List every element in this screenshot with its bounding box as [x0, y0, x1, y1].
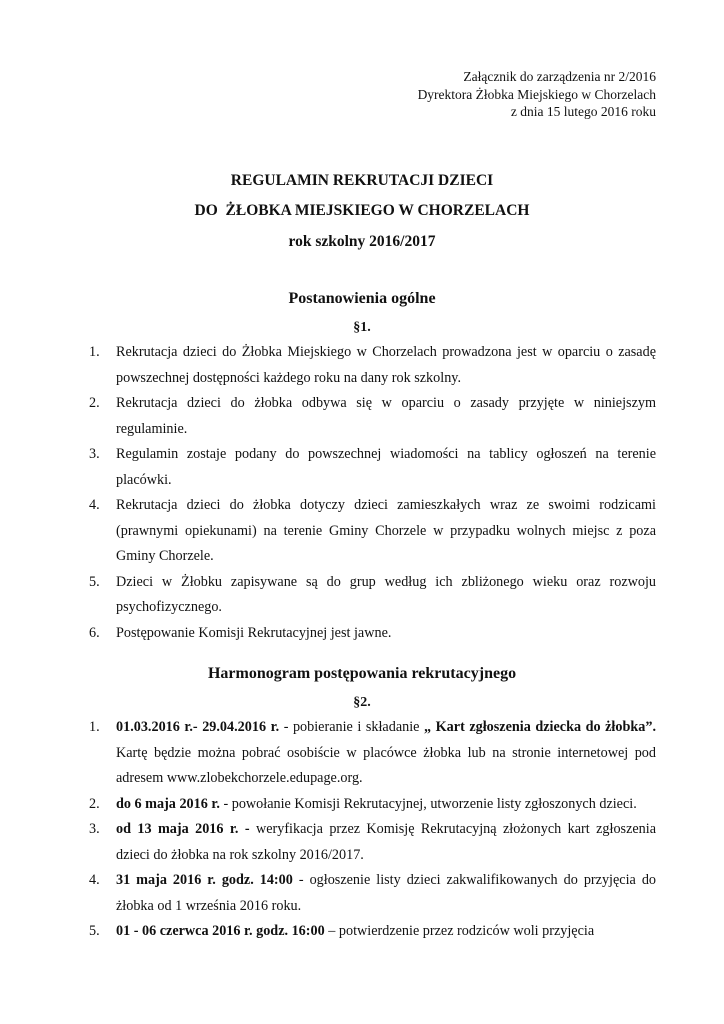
list-item-text [116, 868, 656, 919]
schedule-form-name: „ Kart zgłoszenia dziecka do żłobka”. [424, 719, 656, 735]
schedule-description: weryfikacja przez Komisję Rekrutacyjną złożonych kart zgłoszenia dzieci do żłobka na rok szkolny 2016/2017. [116, 821, 656, 863]
list-item-text [116, 715, 656, 792]
list-item-text: Rekrutacja dzieci do żłobka dotyczy dzieci zamieszkałych wraz ze swoimi rodzicami (prawnymi opiekunami) na terenie Gminy Chorzele w przypadku wolnych miejsc z poza Gminy Chorzele. [116, 497, 656, 564]
list-item-number: 4. [89, 497, 100, 513]
list-item [0, 919, 724, 945]
list-item [0, 817, 724, 868]
schedule-description-continued: Kartę będzie można pobrać osobiście w placówce żłobka lub na stronie internetowej pod adresem www.zlobekchorzele.edupage.org. [116, 744, 656, 786]
list-item [0, 391, 724, 442]
schedule-description: – potwierdzenie przez rodziców woli przyjęcia [324, 923, 595, 939]
list-item-text [116, 817, 656, 868]
section-2-heading: Harmonogram postępowania rekrutacyjnego [207, 665, 517, 682]
list-item-text: Rekrutacja dzieci do żłobka odbywa się w oparciu o zasady przyjęte w niniejszym regulaminie. [116, 395, 656, 437]
list-item-text: Dzieci w Żłobku zapisywane są do grup według ich zbliżonego wieku oraz rozwoju psychofizycznego. [116, 573, 656, 615]
schedule-date: 01.03.2016 r.- 29.04.2016 r. [116, 719, 280, 735]
schedule-date: do 6 maja 2016 r. [116, 795, 220, 812]
section-2-list [0, 715, 724, 945]
list-item-number: 3. [89, 821, 100, 837]
annex-line-1: Załącznik do zarządzenia nr 2/2016 [463, 69, 656, 84]
schedule-description: - ogłoszenie listy dzieci zakwalifikowanych do przyjęcia do żłobka od 1 września 2016 roku. [116, 872, 657, 914]
list-item-text [116, 792, 656, 818]
list-item-number: 1. [89, 344, 100, 360]
list-item-number: 3. [89, 446, 100, 462]
list-item [0, 792, 724, 818]
annex-line-3: z dnia 15 lutego 2016 roku [510, 104, 656, 119]
section-1-list [0, 340, 724, 646]
schedule-date: 01 - 06 czerwca 2016 r. godz. 16:00 [116, 923, 325, 939]
list-item-number: 2. [89, 795, 100, 812]
list-item-text: Rekrutacja dzieci do Żłobka Miejskiego w Chorzelach prowadzona jest w oparciu o zasadę powszechnej dostępności każdego roku na dany rok szkolny. [116, 344, 656, 386]
annex-note [418, 68, 656, 121]
section-1-paragraph-mark: §1. [353, 320, 371, 335]
schedule-description: - powołanie Komisji Rekrutacyjnej, utworzenie listy zgłoszonych dzieci. [219, 795, 637, 812]
list-item [0, 570, 724, 621]
list-item-number: 4. [89, 872, 100, 888]
schedule-date: od 13 maja 2016 r. - [116, 821, 250, 837]
list-item-text [116, 919, 656, 945]
list-item-number: 2. [89, 395, 100, 411]
document-title-line-1: REGULAMIN REKRUTACJI DZIECI [230, 172, 494, 189]
list-item [0, 715, 724, 792]
list-item-text: Regulamin zostaje podany do powszechnej wiadomości na tablicy ogłoszeń na terenie placówki. [116, 446, 656, 488]
document-title-line-2: DO ŻŁOBKA MIEJSKIEGO W CHORZELACH [194, 202, 530, 219]
section-1-heading: Postanowienia ogólne [288, 290, 436, 307]
document-title-line-3: rok szkolny 2016/2017 [288, 233, 436, 250]
section-2-paragraph-mark: §2. [353, 695, 371, 710]
list-item-text: Postępowanie Komisji Rekrutacyjnej jest jawne. [116, 624, 392, 641]
annex-line-2: Dyrektora Żłobka Miejskiego w Chorzelach [417, 86, 656, 102]
list-item-number: 5. [89, 573, 100, 590]
list-item-number: 6. [89, 624, 100, 641]
list-item-number: 1. [89, 719, 100, 735]
list-item-number: 5. [89, 923, 100, 939]
list-item [0, 442, 724, 493]
schedule-date: 31 maja 2016 r. godz. 14:00 [116, 872, 293, 888]
list-item [0, 868, 724, 919]
list-item [0, 493, 724, 570]
list-item [0, 340, 724, 391]
schedule-description: - pobieranie i składanie [279, 719, 424, 735]
list-item [0, 621, 724, 647]
